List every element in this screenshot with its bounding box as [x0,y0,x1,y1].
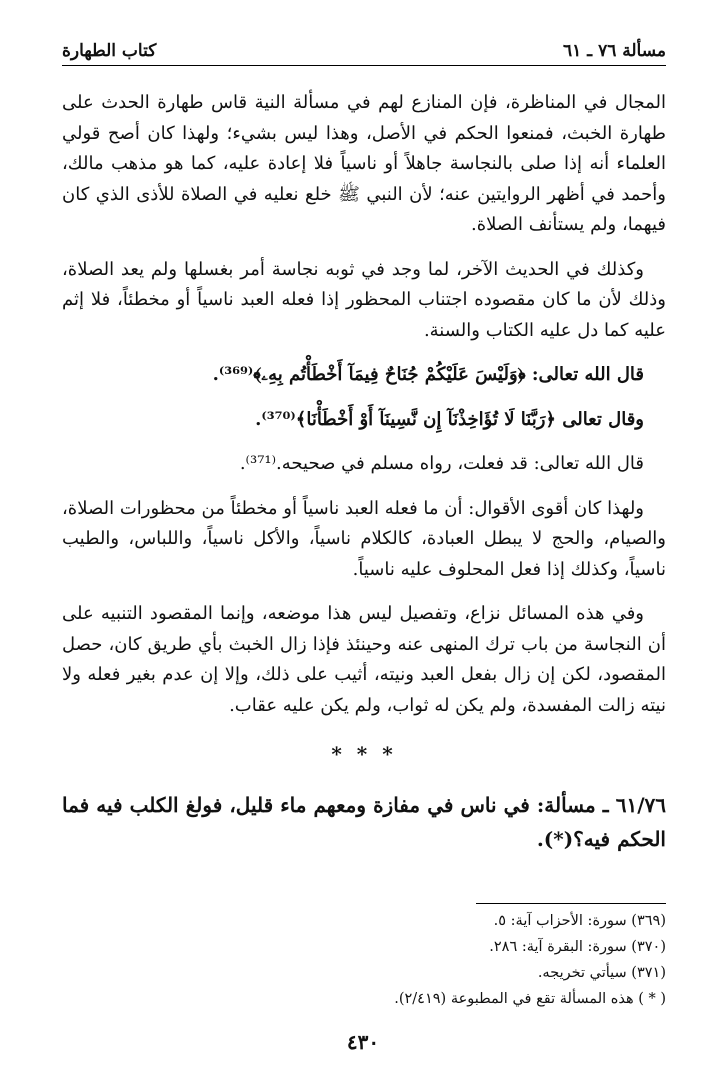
section-separator: * * * [331,742,397,766]
paragraph: ولهذا كان أقوى الأقوال: أن ما فعله العبد ناسياً أو مخطئاً من محظورات الصلاة، والصيام، والحج لا يبطل العبادة، كالكلام ناسياً، والأكل ناسياً، واللباس، والطيب ناسياً، وكذلك إذا فعل المحلوف عليه ناسياً. [62,497,666,580]
footnote: (٣٧١) سيأتي تخريجه. [537,965,666,981]
footnote-rule [476,903,666,904]
body-text [62,88,666,870]
quran-verse: وقال تعالى ﴿رَبَّنَا لَا تُؤَاخِذْنَآ إِن نَّسِينَآ أَوْ أَخْطَأْنَا﴾⁽³⁷⁰⁾. [255,408,644,430]
footnotes [62,903,666,1012]
question-heading: ٦١/٧٦ ـ مسألة: في ناس في مفازة ومعهم ماء قليل، فولغ الكلب فيه فما الحكم فيه؟(*). [62,792,666,851]
footnote: (٣٧٠) سورة: البقرة آية: ٢٨٦. [489,939,666,955]
header-chapter-title: كتاب الطهارة [62,41,157,61]
running-header [62,36,666,66]
paragraph: المجال في المناظرة، فإن المنازع لهم في مسألة النية قاس طهارة الحدث على طهارة الخبث، فمنعوا الحكم في الأصل، وهذا ليس بشيء؛ ولهذا كان أصح قولي العلماء أنه إذا صلى بالنجاسة جاهلاً أو ناسياً فلا إعادة عليه، كما هو مذهب مالك، وأحمد في أظهر الروايتين عنه؛ لأن النبي ﷺ خلع نعليه في الصلاة للأذى الذي كان فيهما، ولم يستأنف الصلاة. [62,92,666,235]
paragraph: وفي هذه المسائل نزاع، وتفصيل ليس هذا موضعه، وإنما المقصود التنبيه على أن النجاسة من باب ترك المنهى عنه وحينئذ فإذا زال الخبث بأي طريق كان، حصل المقصود، لكن إن زال بفعل العبد ونيته، أثيب على ذلك، وإلا إن عدم بغير فعله ولا نيته زالت المفسدة، ولم يكن له ثواب، ولم يكن عليه عقاب. [62,603,666,716]
page-number: ٤٣٠ [346,1030,380,1054]
hadith-quote: قال الله تعالى: قد فعلت، رواه مسلم في صحيحه.⁽³⁷¹⁾. [239,453,644,474]
footnote: ( * ) هذه المسألة تقع في المطبوعة (٢/٤١٩). [394,991,666,1007]
header-section-number: مسألة ٧٦ ـ ٦١ [562,41,666,61]
footnote: (٣٦٩) سورة: الأحزاب آية: ٥. [493,913,666,929]
quran-verse: قال الله تعالى: ﴿وَلَيْسَ عَلَيْكُمْ جُنَاحٌ فِيمَآ أَخْطَأْتُم بِهِۦ﴾⁽³⁶⁹⁾. [212,364,644,385]
paragraph: وكذلك في الحديث الآخر، لما وجد في ثوبه نجاسة أمر بغسلها ولم يعد الصلاة، وذلك لأن ما كان مقصوده اجتناب المحظور إذا فعله العبد ناسياً أو مخطئاً، فلا إثم عليه كما دل عليه الكتاب والسنة. [62,258,666,341]
